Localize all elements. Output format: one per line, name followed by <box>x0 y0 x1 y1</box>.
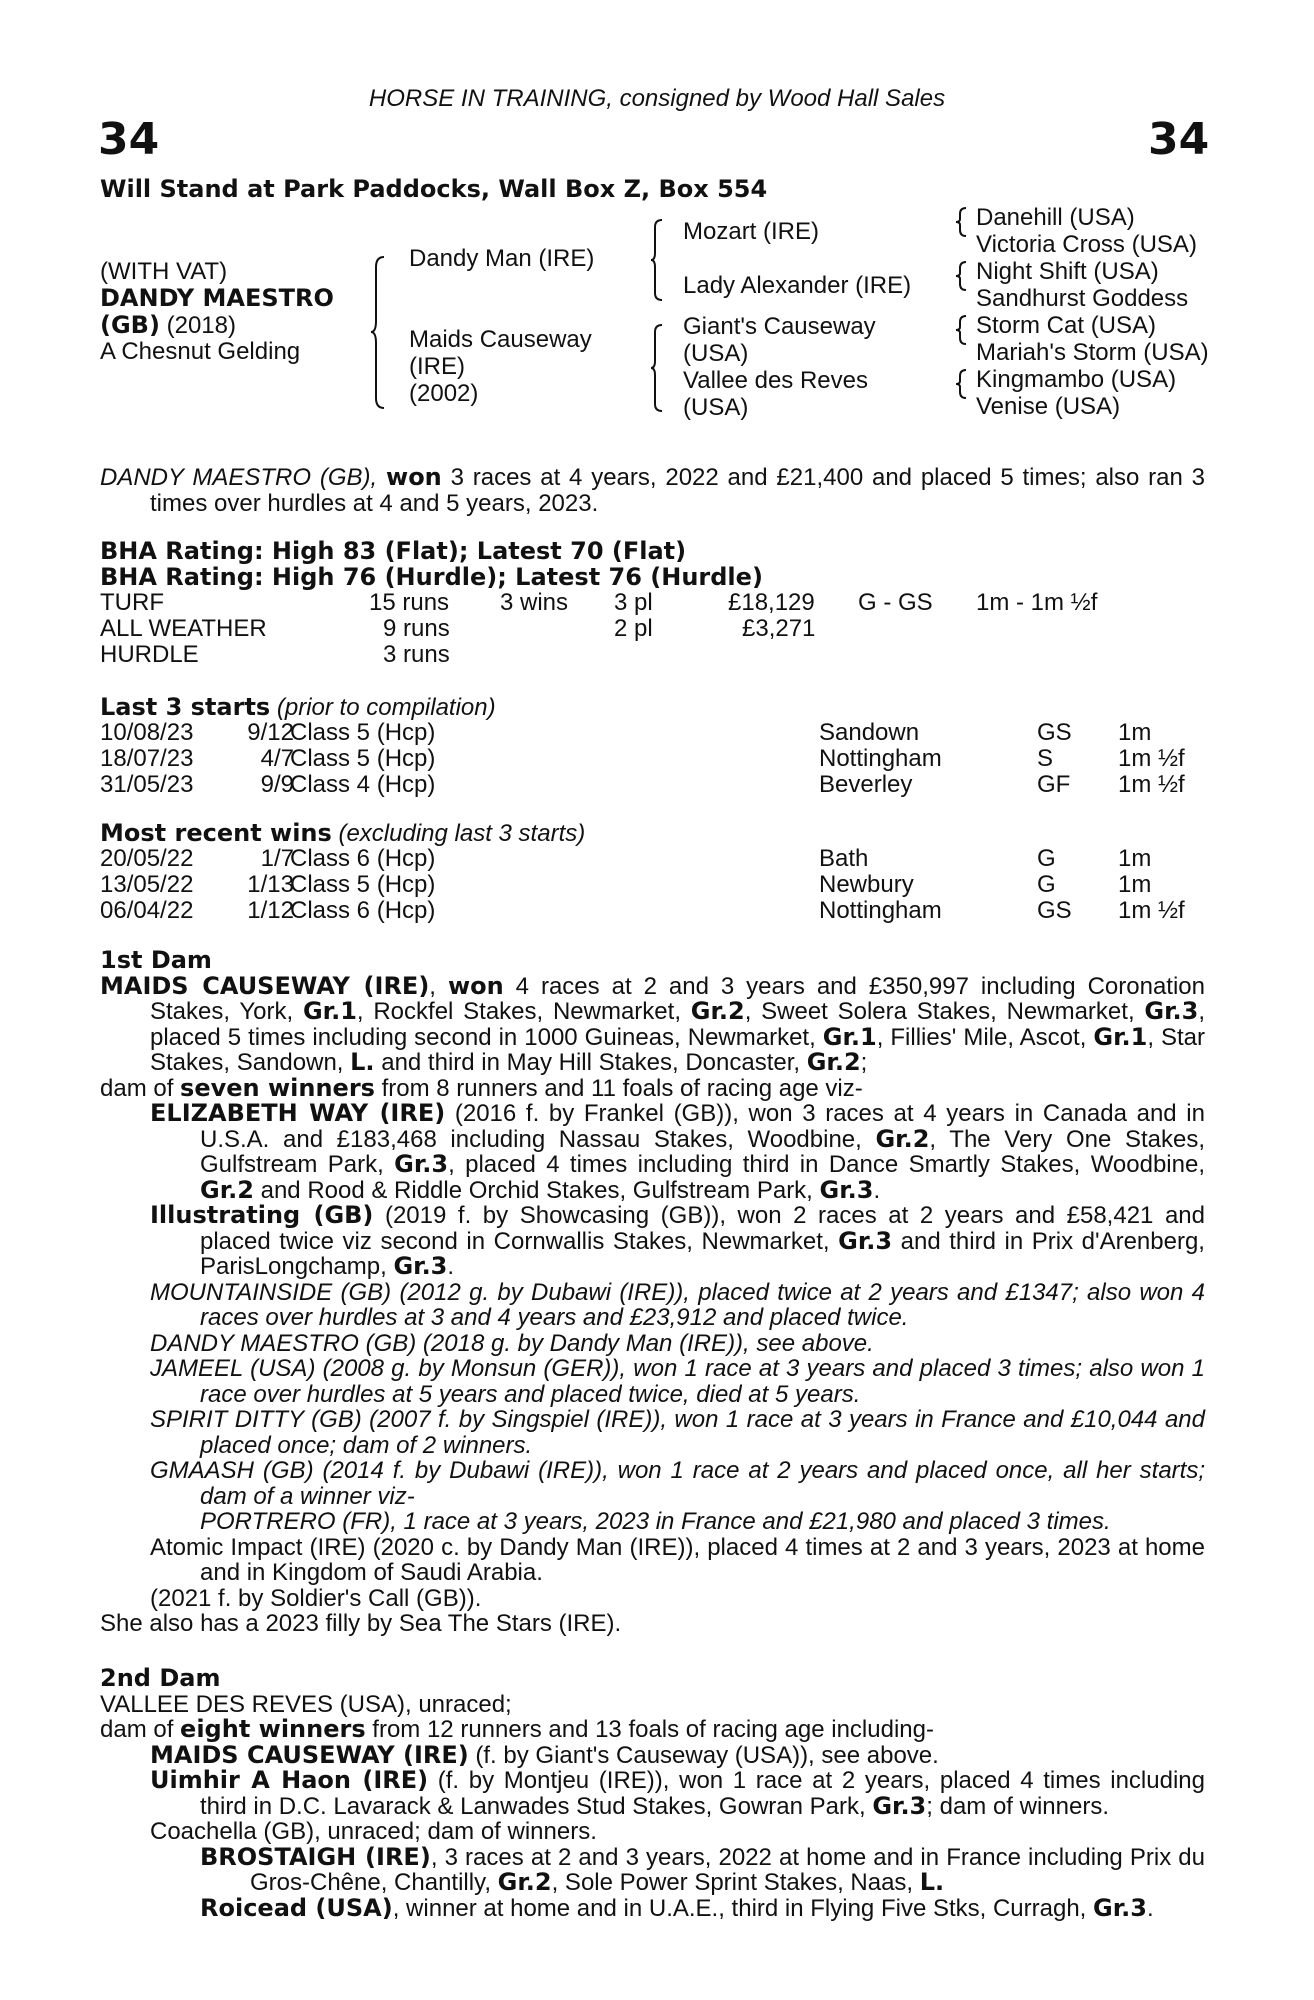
grade: Gr.2 <box>200 1175 254 1204</box>
grade: Gr.3 <box>394 1150 449 1178</box>
rating-hurdle: BHA Rating: High 76 (Hurdle); Latest 76 (Hurdle) <box>100 563 763 591</box>
produce-atomic-impact: Atomic Impact (IRE) (2020 c. by Dandy Man (IRE)), placed 4 times at 2 and 3 years, 2023 at home and in Kingdom of Saudi Arabia. <box>150 1533 1205 1586</box>
produce-dandy-maestro <box>100 1331 1205 1357</box>
produce-name: SPIRIT DITTY (GB) <box>150 1406 362 1433</box>
grade: Gr.1 <box>822 1022 877 1051</box>
pedigree-brace-ss <box>955 205 969 239</box>
text: , Rockfel Stakes, Newmarket, <box>356 998 691 1025</box>
page-title: HORSE IN TRAINING, consigned by Wood Hall Sales <box>368 85 946 112</box>
start-row <box>100 772 1220 798</box>
record-wins: 3 wins <box>500 589 569 616</box>
win-position: 1/13 <box>247 871 294 898</box>
text: , placed 4 times including third in Dance Smartly Stakes, Woodbine, <box>448 1151 1205 1178</box>
text: , Star Stakes, Sandown, <box>150 1023 1206 1076</box>
text: , 3 races at 2 and 3 years, 2022 at home and in France including Prix du Gros-Chêne, Chantilly, <box>250 1843 1206 1896</box>
win-course: Newbury <box>819 871 914 898</box>
grade: Gr.1 <box>1093 1022 1148 1051</box>
last-starts-title: Last 3 starts <box>100 693 271 721</box>
pedigree-brace-main <box>370 255 390 410</box>
text: . <box>873 1176 881 1204</box>
text: ; dam of winners. <box>926 1792 1110 1820</box>
pedigree-dam-line1: Maids Causeway <box>409 326 592 353</box>
vat-note: (WITH VAT) <box>100 258 228 285</box>
grade: Gr.3 <box>393 1252 448 1280</box>
text: 4 races at 2 and 3 years and £350,997 including Coronation Stakes, York, <box>150 972 1205 1025</box>
second-dam-section <box>100 1666 1205 1921</box>
record-prize: £3,271 <box>742 615 816 642</box>
produce-coachella: Coachella (GB), unraced; dam of winners. <box>150 1818 597 1845</box>
summary-horse-name: DANDY MAESTRO (GB), <box>100 464 378 491</box>
recent-wins-title: Most recent wins <box>100 819 332 847</box>
stand-location: Will Stand at Park Paddocks, Wall Box Z, Box 554 <box>100 175 768 203</box>
pedigree-gen3-1: Danehill (USA) <box>976 204 1135 231</box>
record-prize: £18,129 <box>728 589 815 616</box>
win-class: Class 6 (Hcp) <box>290 897 436 924</box>
start-position: 9/12 <box>247 719 294 746</box>
winners-count: seven winners <box>180 1073 375 1102</box>
produce-elizabeth-way <box>100 1101 1205 1203</box>
produce-name: MAIDS CAUSEWAY (IRE) <box>150 1740 469 1769</box>
pedigree-sire: Dandy Man (IRE) <box>409 245 595 272</box>
win-going: G <box>1037 845 1056 872</box>
text: . <box>1146 1894 1154 1922</box>
produce-jameel <box>100 1356 1205 1407</box>
summary-won: won <box>386 463 442 491</box>
win-date: 06/04/22 <box>100 897 194 924</box>
start-course: Nottingham <box>819 745 942 772</box>
grade: Gr.3 <box>838 1226 893 1255</box>
second-dam-heading: 2nd Dam <box>100 1664 221 1692</box>
record-runs: 15 runs <box>369 589 450 616</box>
grade: L. <box>350 1048 375 1076</box>
produce-name: MOUNTAINSIDE (GB) <box>150 1278 392 1306</box>
pedigree-dam-line3: (2002) <box>409 380 479 407</box>
text: , 1 race at 3 years, 2023 in France and £21,980 and placed 3 times. <box>390 1508 1111 1535</box>
pedigree-gen3-8: Venise (USA) <box>976 393 1121 420</box>
start-date: 10/08/23 <box>100 719 194 746</box>
recent-wins-note: (excluding last 3 starts) <box>331 820 586 847</box>
start-position: 9/9 <box>260 771 294 798</box>
start-distance: 1m ½f <box>1118 745 1185 772</box>
grade: Gr.3 <box>1144 997 1199 1025</box>
record-placed: 2 pl <box>614 615 653 642</box>
pedigree-dam-line2: (IRE) <box>409 353 465 380</box>
pedigree-sire-sire: Mozart (IRE) <box>683 218 820 245</box>
text: and third in May Hill Stakes, Doncaster, <box>374 1049 807 1076</box>
win-course: Nottingham <box>819 897 942 924</box>
lot-number-left: 34 <box>98 114 160 165</box>
recent-wins-heading <box>100 820 585 847</box>
grade: Gr.3 <box>1093 1893 1147 1922</box>
produce-name: Roicead (USA) <box>200 1893 393 1922</box>
pedigree-gen3-6: Mariah's Storm (USA) <box>976 339 1209 366</box>
text: , Sole Power Sprint Stakes, Naas, <box>551 1869 920 1896</box>
start-row <box>100 720 1220 746</box>
grade: L. <box>919 1868 945 1896</box>
record-surface: ALL WEATHER <box>100 615 267 642</box>
text: (2012 g. by Dubawi (IRE)), placed twice at 2 years and £1347; also won 4 races over hurdles at 3 and 4 years and £23,912 and placed twice. <box>200 1278 1206 1331</box>
pedigree-brace-dam <box>650 323 666 413</box>
produce-uimhir-a-haon <box>100 1768 1205 1819</box>
pedigree-gen3-7: Kingmambo (USA) <box>976 366 1177 393</box>
text: dam of <box>100 1716 181 1743</box>
start-date: 31/05/23 <box>100 771 194 798</box>
produce-name: BROSTAIGH (IRE) <box>200 1842 431 1871</box>
grade: Gr.3 <box>819 1175 874 1204</box>
pedigree-brace-sd <box>955 259 969 293</box>
first-dam-heading: 1st Dam <box>100 946 212 974</box>
pedigree-gen3-2: Victoria Cross (USA) <box>976 231 1197 258</box>
start-going: S <box>1037 745 1054 772</box>
text: and Rood & Riddle Orchid Stakes, Gulfstream Park, <box>253 1176 820 1204</box>
start-date: 18/07/23 <box>100 745 194 772</box>
text: dam of <box>100 1074 181 1102</box>
record-row <box>100 590 1220 616</box>
produce-mountainside <box>100 1280 1205 1331</box>
produce-name: GMAASH (GB) <box>150 1457 314 1484</box>
text: . <box>447 1253 455 1280</box>
start-class: Class 5 (Hcp) <box>290 745 436 772</box>
win-distance: 1m <box>1118 845 1152 872</box>
start-distance: 1m ½f <box>1118 771 1185 798</box>
record-row <box>100 642 1220 668</box>
horse-description: A Chesnut Gelding <box>100 338 301 365</box>
pedigree-dam-dam-line1: Vallee des Reves <box>683 367 868 394</box>
win-row <box>100 846 1220 872</box>
grade: Gr.3 <box>872 1791 927 1820</box>
text: , Fillies' Mile, Ascot, <box>876 1023 1094 1051</box>
produce-maids-causeway <box>100 1740 1205 1769</box>
horse-year: (2018) <box>166 312 236 339</box>
win-going: GS <box>1037 897 1072 924</box>
produce-brostaigh <box>100 1842 1206 1896</box>
win-class: Class 5 (Hcp) <box>290 871 436 898</box>
win-class: Class 6 (Hcp) <box>290 845 436 872</box>
start-course: Beverley <box>819 771 913 798</box>
first-dam-name: MAIDS CAUSEWAY (IRE) <box>100 971 430 1000</box>
record-distance: 1m - 1m ½f <box>976 589 1098 616</box>
last-starts-note: (prior to compilation) <box>270 694 496 721</box>
win-position: 1/7 <box>260 845 294 872</box>
horse-name: DANDY MAESTRO <box>100 284 334 312</box>
horse-origin <box>100 312 236 339</box>
record-runs: 9 runs <box>383 615 450 642</box>
pedigree-dam-dam-line2: (USA) <box>683 394 749 421</box>
produce-name: JAMEEL (USA) <box>150 1355 316 1382</box>
grade: Gr.2 <box>497 1868 552 1896</box>
text: , winner at home and in U.A.E., third in Flying Five Stks, Curragh, <box>392 1894 1094 1922</box>
produce-2021-filly: (2021 f. by Soldier's Call (GB)). <box>150 1584 482 1612</box>
second-dam-produce-summary <box>100 1717 1205 1743</box>
win-distance: 1m ½f <box>1118 897 1185 924</box>
text: (f. by Giant's Causeway (USA)), see above. <box>468 1741 939 1769</box>
record-surface: TURF <box>100 589 164 616</box>
second-dam-line: VALLEE DES REVES (USA), unraced; <box>100 1690 512 1718</box>
produce-gmaash <box>100 1458 1205 1509</box>
text: (2014 f. by Dubawi (IRE)), won 1 race at 2 years and placed once, all her starts; dam of a winner viz- <box>200 1457 1205 1510</box>
win-date: 20/05/22 <box>100 845 194 872</box>
text: (2016 f. by Frankel (GB)), won 3 races at 4 years in Canada and in U.S.A. and £183,468 including Nassau Stakes, Woodbine, <box>200 1100 1205 1153</box>
text: (2007 f. by Singspiel (IRE)), won 1 race at 3 years in France and £10,044 and placed once; dam of 2 winners. <box>200 1406 1205 1459</box>
win-going: G <box>1037 871 1056 898</box>
lot-number-right: 34 <box>1148 114 1210 165</box>
record-going: G - GS <box>858 589 933 616</box>
start-distance: 1m <box>1118 719 1152 746</box>
record-runs: 3 runs <box>383 641 450 668</box>
text: and third in Prix d'Arenberg, ParisLongchamp, <box>200 1227 1205 1280</box>
winners-count: eight winners <box>180 1715 366 1743</box>
text: , The Very One Stakes, Gulfstream Park, <box>200 1125 1206 1178</box>
win-course: Bath <box>819 845 869 872</box>
start-position: 4/7 <box>260 745 294 772</box>
first-dam-section <box>100 948 1205 1637</box>
record-surface: HURDLE <box>100 641 199 668</box>
start-going: GF <box>1037 771 1071 798</box>
pedigree-dam-sire-line1: Giant's Causeway <box>683 313 876 340</box>
produce-2023-filly: She also has a 2023 filly by Sea The Stars (IRE). <box>100 1610 622 1637</box>
pedigree-brace-ds <box>955 313 969 347</box>
start-class: Class 5 (Hcp) <box>290 719 436 746</box>
text: (2008 g. by Monsun (GER)), won 1 race at 3 years and placed 3 times; also won 1 race over hurdles at 5 years and placed twice, died at 5 years. <box>200 1355 1205 1408</box>
last-starts-heading <box>100 694 496 721</box>
first-dam-won: won <box>447 971 504 1000</box>
produce-illustrating <box>100 1203 1205 1280</box>
produce-name: DANDY MAESTRO (GB) <box>150 1329 417 1357</box>
pedigree-gen3-3: Night Shift (USA) <box>976 258 1159 285</box>
record-row <box>100 616 1220 642</box>
start-course: Sandown <box>819 719 920 746</box>
horse-country: (GB) <box>100 311 160 339</box>
summary-text: 3 races at 4 years, 2022 and £21,400 and placed 5 times; also ran 3 times over hurdles at 4 and 5 years, 2023. <box>150 464 1205 517</box>
win-row <box>100 898 1220 924</box>
grade: Gr.2 <box>806 1048 861 1076</box>
start-class: Class 4 (Hcp) <box>290 771 436 798</box>
text: (2019 f. by Showcasing (GB)), won 2 races at 2 years and £58,421 and placed twice viz second in Cornwallis Stakes, Newmarket, <box>200 1202 1205 1255</box>
rating-flat: BHA Rating: High 83 (Flat); Latest 70 (Flat) <box>100 537 687 565</box>
pedigree-dam-sire-line2: (USA) <box>683 340 749 367</box>
first-dam-produce-summary <box>100 1073 1205 1102</box>
grade: Gr.2 <box>690 997 745 1025</box>
text: (f. by Montjeu (IRE)), won 1 race at 2 years, placed 4 times including third in D.C. Lavarack & Lanwades Stud Stakes, Gowran Park, <box>200 1767 1205 1820</box>
produce-name: ELIZABETH WAY (IRE) <box>150 1099 446 1127</box>
win-distance: 1m <box>1118 871 1152 898</box>
text: from 8 runners and 11 foals of racing age viz- <box>374 1074 863 1102</box>
pedigree-brace-sire <box>650 218 666 302</box>
produce-spirit-ditty <box>100 1407 1205 1458</box>
produce-portrero <box>100 1509 1205 1535</box>
win-position: 1/12 <box>247 897 294 924</box>
text: from 12 runners and 13 foals of racing age including- <box>365 1716 934 1743</box>
produce-name: Illustrating (GB) <box>150 1201 374 1229</box>
pedigree-gen3-5: Storm Cat (USA) <box>976 312 1157 339</box>
text: ; <box>860 1049 868 1076</box>
text: , Sweet Solera Stakes, Newmarket, <box>744 998 1145 1025</box>
first-dam-record: MAIDS CAUSEWAY (IRE), won 4 races at 2 and 3 years and £350,997 including Coronation Stakes, York, Gr.1, Rockfel Stakes, Newmarket, Gr.2, Sweet Solera Stakes, Newmarket, Gr.3, placed 5 times including second in 1000 Guineas, Newmarket, Gr.1, Fillies' Mile, Ascot, Gr.1, Star Stakes, Sandown, L. and third in May Hill Stakes, Doncaster, Gr.2; <box>100 971 1206 1076</box>
pedigree-sire-dam: Lady Alexander (IRE) <box>683 272 912 299</box>
start-row <box>100 746 1220 772</box>
pedigree-gen3-4: Sandhurst Goddess <box>976 285 1189 312</box>
race-summary <box>100 465 1205 516</box>
grade: Gr.1 <box>302 997 357 1025</box>
win-row <box>100 872 1220 898</box>
produce-name: Uimhir A Haon (IRE) <box>150 1766 429 1794</box>
text: , placed 5 times including second in 1000 Guineas, Newmarket, <box>150 998 1205 1051</box>
record-placed: 3 pl <box>614 589 653 616</box>
produce-name: PORTRERO (FR) <box>200 1508 391 1535</box>
grade: Gr.2 <box>875 1124 930 1153</box>
start-going: GS <box>1037 719 1072 746</box>
produce-roicead <box>100 1893 1205 1922</box>
win-date: 13/05/22 <box>100 871 194 898</box>
pedigree-brace-dd <box>955 367 969 401</box>
text: (2018 g. by Dandy Man (IRE)), see above. <box>416 1329 874 1357</box>
